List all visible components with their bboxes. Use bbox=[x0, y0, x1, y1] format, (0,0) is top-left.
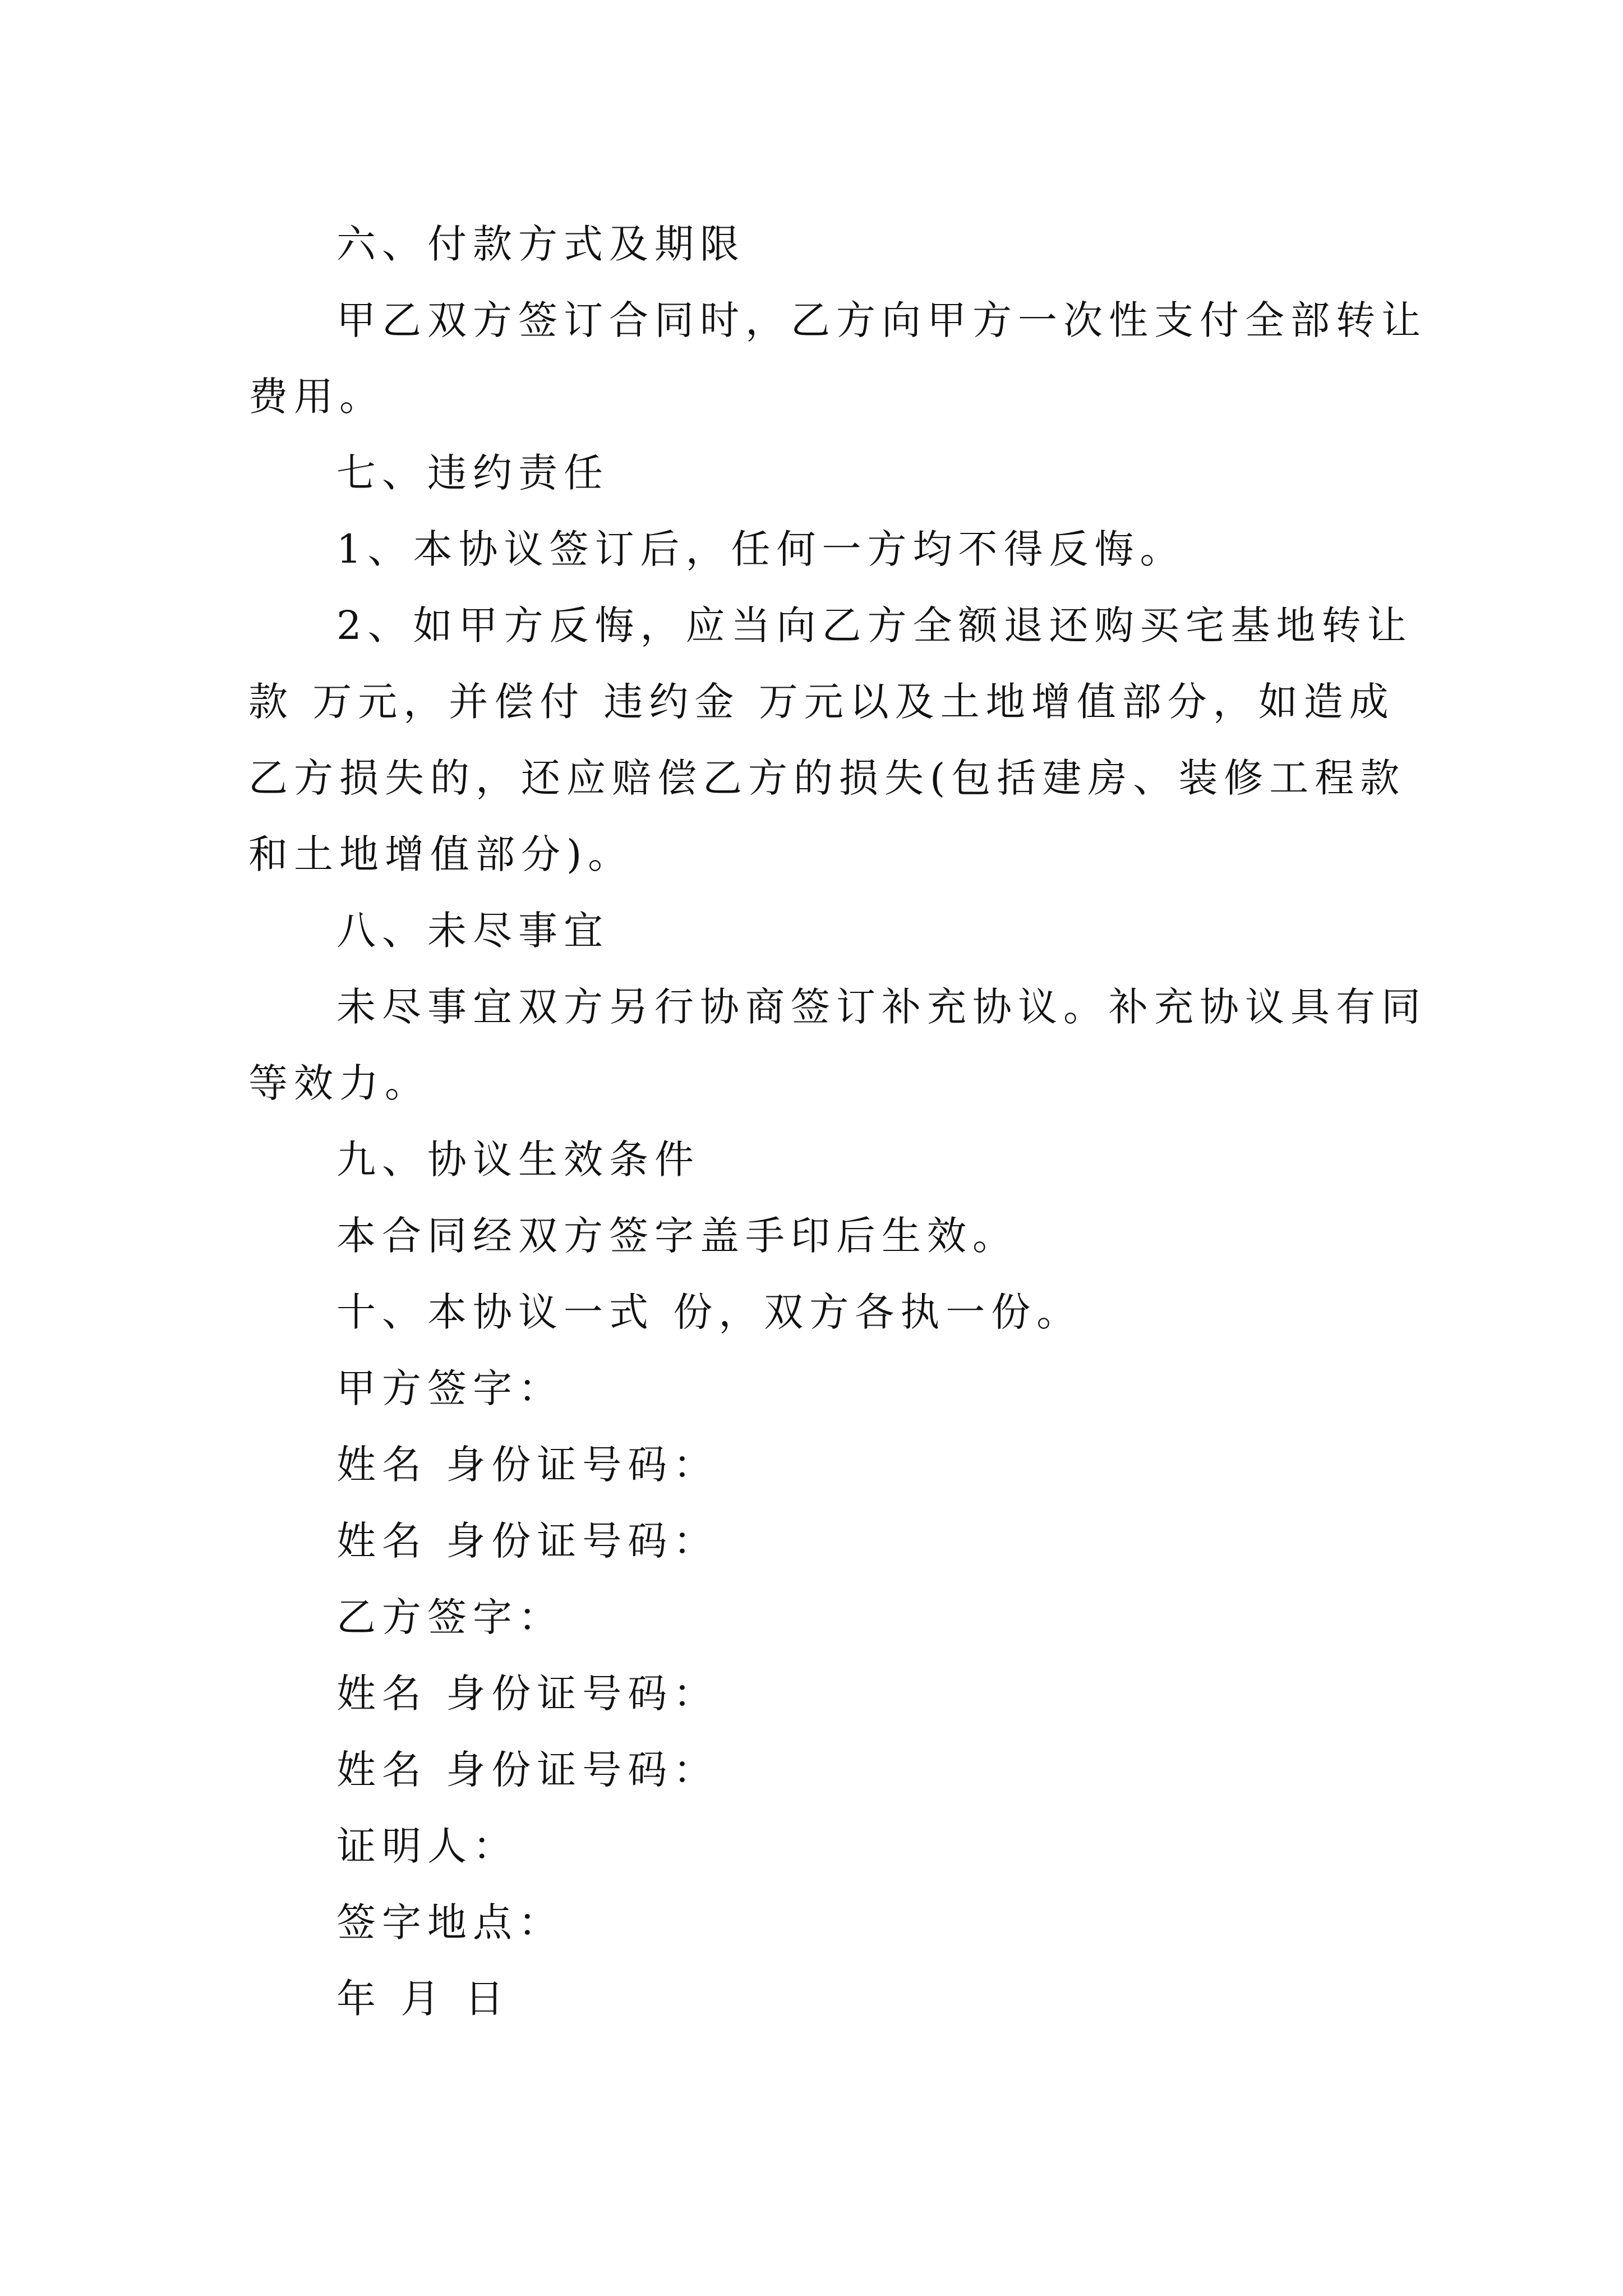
party-a-signature-label: 甲方签字： bbox=[336, 1365, 564, 1411]
matters-paragraph-line-2: 等效力。 bbox=[248, 1060, 430, 1106]
party-b-signature-label: 乙方签字： bbox=[336, 1594, 564, 1640]
liability-clause-2-line-3: 乙方损失的，还应赔偿乙方的损失(包括建房、装修工程款 bbox=[248, 755, 1406, 801]
liability-clause-2-line-1: 2、如甲方反悔，应当向乙方全额退还购买宅基地转让 bbox=[336, 602, 1413, 648]
matters-paragraph-line-1: 未尽事宜双方另行协商签订补充协议。补充协议具有同 bbox=[336, 984, 1427, 1030]
section-8-heading: 八、未尽事宜 bbox=[336, 908, 609, 954]
party-a-name-id-1: 姓名 身份证号码： bbox=[336, 1442, 719, 1488]
section-6-heading: 六、付款方式及期限 bbox=[336, 221, 745, 267]
section-7-heading: 七、违约责任 bbox=[336, 450, 609, 496]
payment-paragraph-line-2: 费用。 bbox=[248, 374, 385, 420]
liability-clause-2-line-4: 和土地增值部分)。 bbox=[248, 831, 634, 877]
party-a-name-id-2: 姓名 身份证号码： bbox=[336, 1518, 719, 1564]
liability-clause-2-line-2: 款 万元，并偿付 违约金 万元以及土地增值部分，如造成 bbox=[248, 679, 1395, 725]
section-10-copies: 十、本协议一式 份，双方各执一份。 bbox=[336, 1289, 1082, 1335]
party-b-name-id-1: 姓名 身份证号码： bbox=[336, 1671, 719, 1717]
payment-paragraph-line-1: 甲乙双方签订合同时，乙方向甲方一次性支付全部转让 bbox=[336, 297, 1427, 343]
effect-condition-text: 本合同经双方签字盖手印后生效。 bbox=[336, 1213, 1018, 1259]
party-b-name-id-2: 姓名 身份证号码： bbox=[336, 1747, 719, 1793]
date-line: 年 月 日 bbox=[336, 1976, 510, 2022]
liability-clause-1: 1、本协议签订后，任何一方均不得反悔。 bbox=[336, 526, 1186, 572]
witness-label: 证明人： bbox=[336, 1823, 518, 1869]
signing-place-label: 签字地点： bbox=[336, 1899, 564, 1945]
section-9-heading: 九、协议生效条件 bbox=[336, 1137, 700, 1182]
